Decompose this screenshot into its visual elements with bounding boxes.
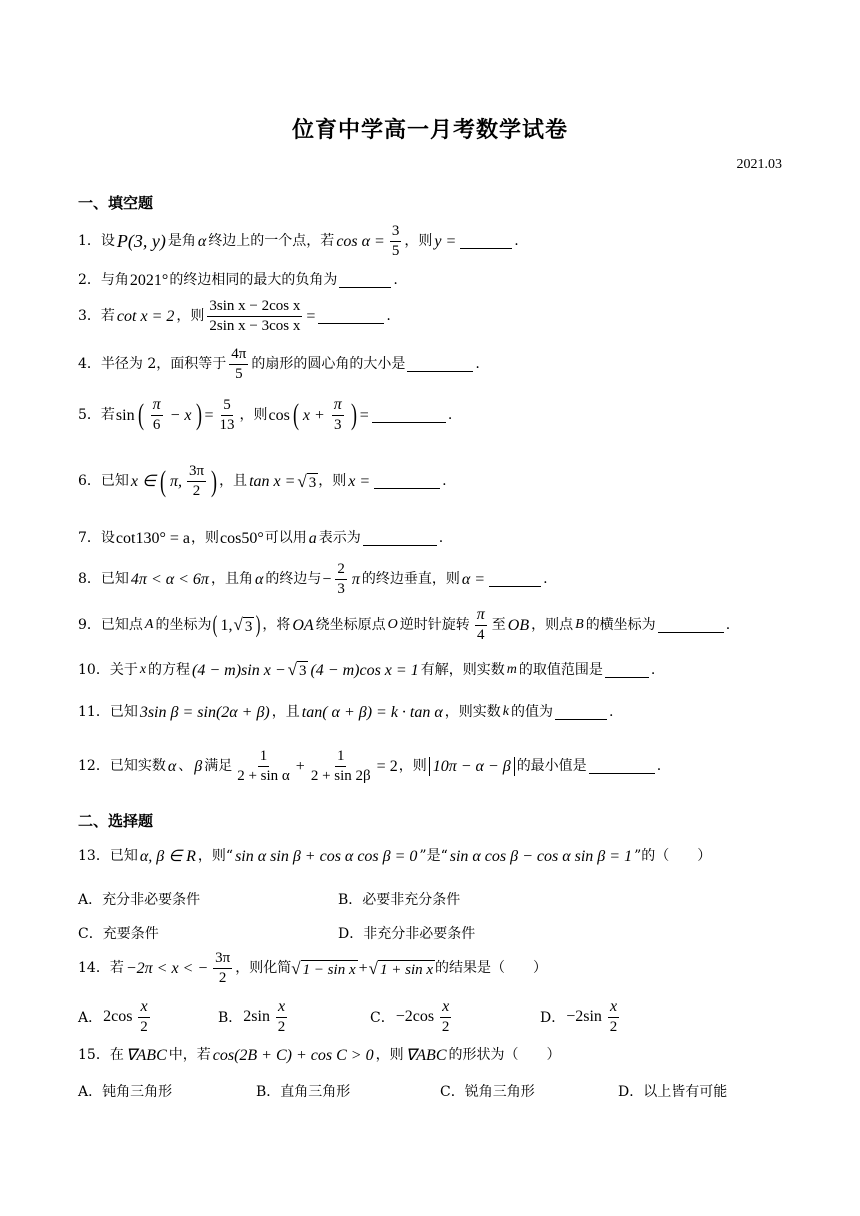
answer-blank[interactable] bbox=[489, 572, 541, 587]
option-a[interactable]: A．钝角三角形 bbox=[78, 1084, 173, 1100]
answer-blank[interactable] bbox=[374, 474, 440, 489]
fraction: $\frac{3\pi}{2}$ bbox=[188, 463, 205, 500]
fraction: $\frac{4\pi}{5}$ bbox=[231, 346, 247, 383]
absolute-value: 10π − α − β bbox=[429, 757, 515, 776]
option-d[interactable]: D． −2sin $\frac{x}{2}$ bbox=[540, 998, 618, 1036]
question-2: 2． 与角 2021° 的终边相同的最大的负角为 . bbox=[78, 272, 398, 289]
fraction: $\frac{\pi}{4}$ bbox=[476, 606, 485, 644]
question-15: 15． 在 ∇ABC 中，若 cos(2B + C) + cos C > 0 ，则 ∇ABC 的形状为（ ） bbox=[78, 1047, 561, 1064]
question-12: 12． 已知实数 α 、 β 满足 $\frac{1}{\text{2 + sin α}}$ + $\frac{1}{2 + \sin 2\beta}$ = 2 ，则 10π − α − β 的最小值是 . bbox=[78, 748, 662, 785]
sqrt: √ 3 bbox=[297, 471, 317, 491]
question-6: 6． 已知 x ∈ ( π, $\frac{3\pi}{2}$ ) ，且 tan x = √ 3 ，则 x = . bbox=[78, 463, 447, 500]
question-1: 1． 设 P(3, y) 是角 α 终边上的一个点，若 cos α = $\frac{3}{5}$ ，则 y = . bbox=[78, 223, 519, 260]
sqrt: √ 3 bbox=[233, 615, 253, 635]
answer-blank[interactable] bbox=[658, 618, 724, 633]
section-multiple-choice: 二、选择题 bbox=[78, 812, 154, 830]
option-c[interactable]: C．充要条件 bbox=[78, 926, 159, 942]
page-title: 位育中学高一月考数学试卷 bbox=[291, 117, 568, 143]
exam-date: 2021.03 bbox=[736, 157, 782, 172]
fraction: $\frac{\text{3sin x − 2cos x}}{\text{2sin x − 3cos x}}$ bbox=[209, 298, 301, 335]
answer-blank[interactable] bbox=[363, 531, 437, 546]
answer-blank[interactable] bbox=[605, 663, 649, 678]
question-10: 10． 关于 x 的方程 (4 − m)sin x − √ 3 (4 − m)cos x = 1 有解，则实数 m 的取值范围是 . bbox=[78, 660, 656, 680]
option-d[interactable]: D．非充分非必要条件 bbox=[338, 926, 476, 942]
sqrt: √ 3 bbox=[287, 660, 307, 680]
fraction: $\frac{3}{5}$ bbox=[391, 223, 400, 260]
fraction: $\frac{1}{2 + \sin 2\beta}$ bbox=[310, 748, 371, 785]
fraction: $\frac{\pi}{3}$ bbox=[333, 396, 342, 434]
option-d[interactable]: D．以上皆有可能 bbox=[618, 1084, 728, 1100]
option-a[interactable]: A．充分非必要条件 bbox=[78, 892, 201, 908]
answer-blank[interactable] bbox=[339, 273, 391, 288]
sqrt: √ 1 + sin x bbox=[368, 958, 434, 978]
fraction: $\frac{1}{\text{2 + sin α}}$ bbox=[237, 748, 290, 785]
fraction: $\frac{\pi}{6}$ bbox=[152, 396, 161, 434]
answer-blank[interactable] bbox=[460, 234, 512, 249]
option-c[interactable]: C． −2cos $\frac{x}{2}$ bbox=[370, 998, 450, 1036]
answer-blank[interactable] bbox=[318, 309, 384, 324]
fraction: $\frac{2}{3}$ bbox=[337, 561, 345, 598]
option-a[interactable]: A． 2cos $\frac{x}{2}$ bbox=[78, 998, 148, 1036]
question-13: 13． 已知 α, β ∈ R ，则“ sin α sin β + cos α cos β = 0 ”是“ sin α cos β − cos α sin β = 1 ”的（ ） bbox=[78, 848, 712, 865]
question-3: 3． 若 cot x = 2 ，则 $\frac{\text{3sin x − 2cos x}}{\text{2sin x − 3cos x}}$ = . bbox=[78, 298, 391, 335]
question-14: 14． 若 −2π < x < − $\frac{3\pi}{2}$ ，则化简 √ 1 − sin x + √ 1 + sin x 的结果是（ ） bbox=[78, 950, 548, 987]
fraction: $\frac{3\pi}{2}$ bbox=[215, 950, 231, 987]
option-b[interactable]: B．必要非充分条件 bbox=[338, 892, 461, 908]
question-8: 8． 已知 4π < α < 6π ，且角 α 的终边与 − $\frac{2}{3}$ π 的终边垂直，则 α = . bbox=[78, 561, 548, 598]
answer-blank[interactable] bbox=[589, 759, 655, 774]
option-b[interactable]: B．直角三角形 bbox=[256, 1084, 351, 1100]
fraction: $\frac{5}{13}$ bbox=[219, 396, 235, 433]
answer-blank[interactable] bbox=[372, 408, 446, 423]
option-c[interactable]: C．锐角三角形 bbox=[440, 1084, 535, 1100]
question-5: 5． 若 sin ( $\frac{\pi}{6}$ − x ) = $\frac{5}{13}$ ，则 cos ( x + $\frac{\pi}{3}$ ) = . bbox=[78, 396, 453, 434]
answer-blank[interactable] bbox=[555, 705, 607, 720]
question-9: 9． 已知点 A 的坐标为 ( 1, √ 3 ) ，将 OA 绕坐标原点 O 逆时针旋转 $\frac{\pi}{4}$ 至 OB ，则点 B 的横坐标为 . bbox=[78, 606, 731, 644]
section-fill-in: 一、填空题 bbox=[78, 194, 154, 212]
answer-blank[interactable] bbox=[407, 357, 473, 372]
question-4: 4． 半径为 2，面积等于 $\frac{4\pi}{5}$ 的扇形的圆心角的大小是 . bbox=[78, 346, 480, 383]
option-b[interactable]: B． 2sin $\frac{x}{2}$ bbox=[218, 998, 286, 1036]
sqrt: √ 1 − sin x bbox=[291, 958, 356, 978]
question-7: 7． 设 cot130° = a ，则 cos50° 可以用 a 表示为 . bbox=[78, 530, 444, 547]
question-11: 11． 已知 3sin β = sin(2α + β) ，且 tan( α + β) = k · tan α ，则实数 k 的值为 . bbox=[78, 704, 614, 721]
